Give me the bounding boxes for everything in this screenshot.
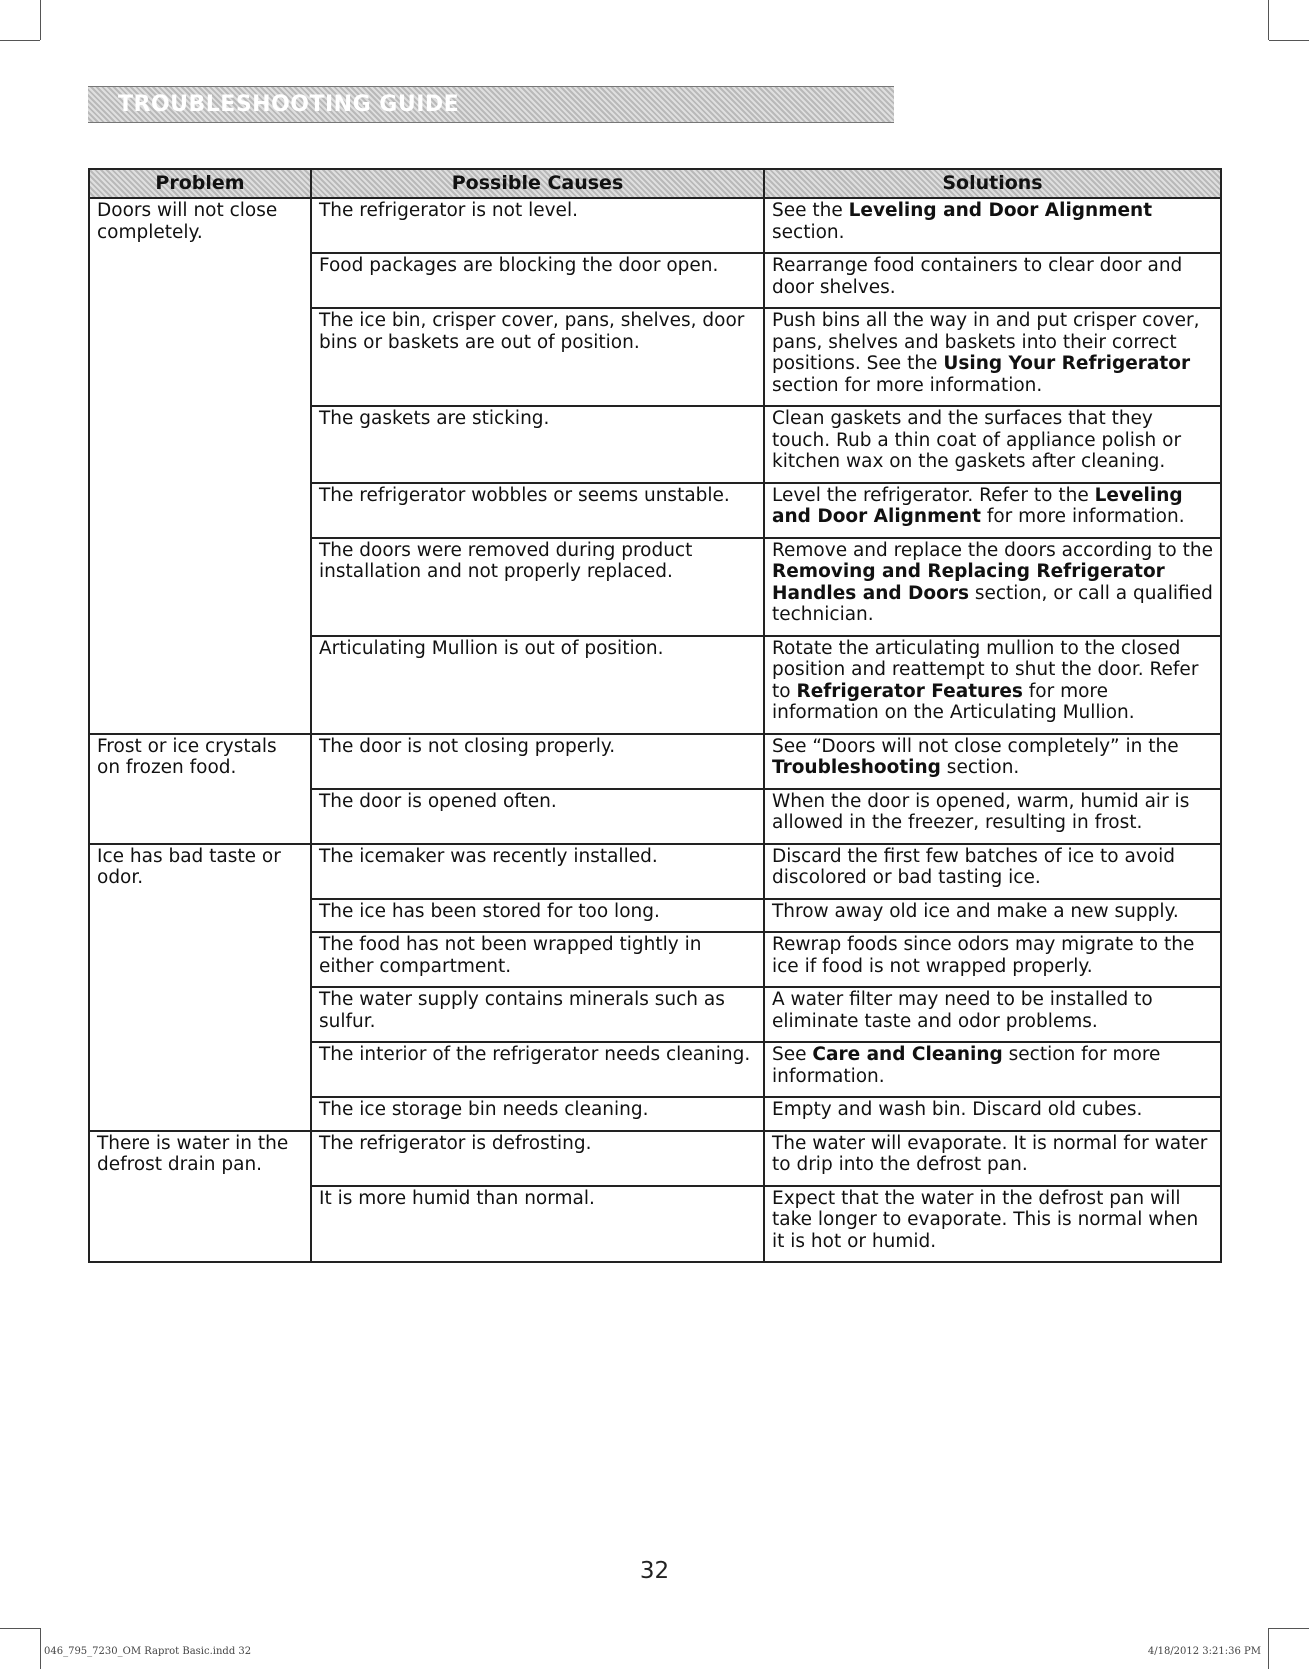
crop-mark: [1269, 40, 1309, 41]
section-reference: Refrigerator Features: [796, 680, 1023, 702]
cause-cell: The refrigerator is defrosting.: [311, 1131, 764, 1186]
solution-cell: [764, 1186, 1221, 1263]
section-banner: [88, 86, 894, 123]
cause-cell: The ice bin, crisper cover, pans, shelves, door bins or baskets are out of position.: [311, 308, 764, 406]
solution-cell: [764, 308, 1221, 406]
section-reference: Leveling and Door Alignment: [772, 484, 1183, 527]
solution-text: See the: [772, 200, 849, 221]
solution-cell: [764, 538, 1221, 636]
crop-mark: [0, 1628, 40, 1629]
solution-text: When the door is opened, warm, humid air is allowed in the freezer, resulting in frost.: [772, 790, 1190, 833]
solution-text: Remove and replace the doors according to the: [772, 539, 1213, 561]
solution-text: Expect that the water in the defrost pan will take longer to evaporate. This is normal when it is hot or humid.: [772, 1187, 1199, 1252]
cause-cell: The interior of the refrigerator needs cleaning.: [311, 1042, 764, 1097]
cause-cell: The gaskets are sticking.: [311, 406, 764, 483]
solution-cell: [764, 1042, 1221, 1097]
solution-cell: [764, 932, 1221, 987]
cause-cell: The doors were removed during product installation and not properly replaced.: [311, 538, 764, 636]
cause-cell: The food has not been wrapped tightly in either compartment.: [311, 932, 764, 987]
table-body: [89, 198, 1221, 1262]
solution-text: section.: [772, 221, 845, 243]
crop-mark: [1268, 0, 1269, 40]
crop-mark: [40, 0, 41, 40]
solution-text: section, or call a qualified technician.: [772, 582, 1213, 625]
cause-cell: The refrigerator is not level.: [311, 198, 764, 253]
solution-cell: [764, 1097, 1221, 1131]
crop-mark: [0, 40, 40, 41]
solution-text: Push bins all the way in and put crisper cover, pans, shelves and baskets into their correct positions. See the: [772, 310, 1200, 374]
table-row: [89, 734, 1221, 789]
section-reference: Leveling and Door Alignment: [848, 200, 1153, 221]
cause-cell: It is more humid than normal.: [311, 1186, 764, 1263]
solution-text: Empty and wash bin. Discard old cubes.: [772, 1099, 1143, 1120]
solution-text: Throw away old ice and make a new supply.: [772, 900, 1179, 922]
section-reference: Troubleshooting: [772, 757, 941, 778]
table-row: [89, 844, 1221, 899]
problem-cell: There is water in the defrost drain pan.: [89, 1131, 311, 1263]
problem-cell: Doors will not close completely.: [89, 198, 311, 734]
solution-text: for more information on the Articulating Mullion.: [772, 680, 1135, 723]
solution-cell: [764, 253, 1221, 308]
solution-cell: [764, 198, 1221, 253]
cause-cell: The ice has been stored for too long.: [311, 899, 764, 933]
header-possible-causes: Possible Causes: [311, 169, 764, 198]
cause-cell: The door is not closing properly.: [311, 734, 764, 789]
solution-cell: [764, 899, 1221, 933]
cause-cell: The icemaker was recently installed.: [311, 844, 764, 899]
crop-mark: [1268, 1628, 1269, 1669]
section-reference: Removing and Replacing Refrigerator Handles and Doors: [772, 561, 1165, 604]
table-row: [89, 198, 1221, 253]
header-solutions: Solutions: [764, 169, 1221, 198]
solution-text: Rotate the articulating mullion to the closed position and reattempt to shut the door. Refer to: [772, 637, 1199, 702]
cause-cell: Food packages are blocking the door open.: [311, 253, 764, 308]
solution-text: section for more information.: [772, 1044, 1161, 1087]
solution-text: for more information.: [980, 506, 1185, 527]
solution-cell: [764, 789, 1221, 844]
solution-text: See “Doors will not close completely” in the: [772, 735, 1179, 757]
solution-text: Rearrange food containers to clear door and door shelves.: [772, 255, 1183, 298]
cause-cell: Articulating Mullion is out of position.: [311, 636, 764, 734]
solution-text: section.: [940, 757, 1020, 778]
cause-cell: The ice storage bin needs cleaning.: [311, 1097, 764, 1131]
solution-text: section for more information.: [772, 374, 1043, 396]
header-problem: Problem: [89, 169, 311, 198]
table-header-row: [89, 169, 1221, 198]
solution-cell: [764, 1131, 1221, 1186]
solution-text: The water will evaporate. It is normal for water to drip into the defrost pan.: [772, 1132, 1208, 1175]
cause-cell: The water supply contains minerals such as sulfur.: [311, 987, 764, 1042]
solution-text: See: [772, 1044, 813, 1065]
cause-cell: The refrigerator wobbles or seems unstable.: [311, 483, 764, 538]
solution-text: A water filter may need to be installed to eliminate taste and odor problems.: [772, 989, 1153, 1032]
section-title: TROUBLESHOOTING GUIDE: [118, 92, 460, 117]
footer-timestamp: 4/18/2012 3:21:36 PM: [1147, 1646, 1261, 1657]
table-row: [89, 1131, 1221, 1186]
solution-cell: [764, 483, 1221, 538]
cause-cell: The door is opened often.: [311, 789, 764, 844]
crop-mark: [40, 1628, 41, 1669]
troubleshooting-table: [88, 168, 1222, 1263]
solution-cell: [764, 844, 1221, 899]
solution-text: Rewrap foods since odors may migrate to the ice if food is not wrapped properly.: [772, 934, 1195, 977]
section-reference: Using Your Refrigerator: [943, 353, 1191, 374]
footer-file-name: 046_795_7230_OM Raprot Basic.indd 32: [44, 1646, 252, 1657]
problem-cell: Frost or ice crystals on frozen food.: [89, 734, 311, 844]
solution-text: Discard the first few batches of ice to avoid discolored or bad tasting ice.: [772, 845, 1175, 888]
solution-cell: [764, 406, 1221, 483]
problem-cell: Ice has bad taste or odor.: [89, 844, 311, 1131]
solution-text: Clean gaskets and the surfaces that they touch. Rub a thin coat of appliance polish or kitchen wax on the gaskets after cleaning.: [772, 408, 1182, 472]
solution-cell: [764, 636, 1221, 734]
page-number: 32: [639, 1558, 670, 1584]
solution-cell: [764, 734, 1221, 789]
solution-cell: [764, 987, 1221, 1042]
solution-text: Level the refrigerator. Refer to the: [772, 484, 1095, 506]
section-reference: Care and Cleaning: [812, 1044, 1003, 1065]
crop-mark: [1269, 1628, 1309, 1629]
